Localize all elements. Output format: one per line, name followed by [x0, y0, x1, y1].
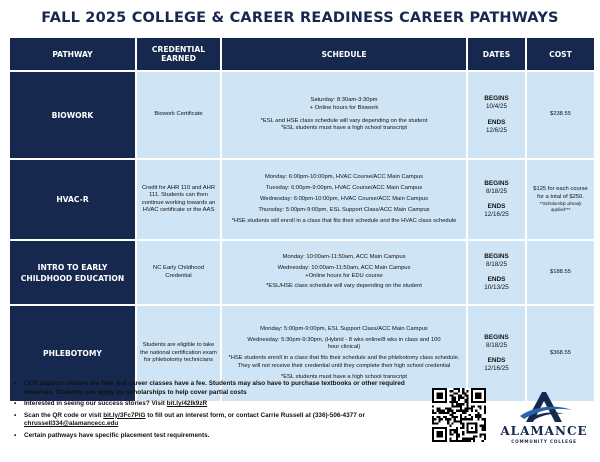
- table-row-biowork: [10, 72, 594, 158]
- schedule-cell: [222, 241, 466, 304]
- pathway-name: HVAC-R: [10, 160, 135, 239]
- schedule-line: *ESL and HSE class schedule will vary depending on the student: [260, 118, 428, 124]
- list-item: [14, 400, 422, 409]
- begins-label: BEGINS: [484, 252, 509, 260]
- begins-label: BEGINS: [484, 95, 509, 103]
- logo-subtitle: COMMUNITY COLLEGE: [511, 439, 577, 444]
- logo-swoosh: [520, 407, 572, 419]
- credential-cell: Students are eligible to take the national certification exam for phlebotomy technicians: [137, 306, 220, 401]
- ends-date: 12/16/25: [484, 365, 509, 373]
- schedule-line: Wednesday: 6:00pm-10:00pm, HVAC Course/ACC Main Campus: [260, 195, 428, 202]
- dates-cell: [468, 160, 525, 239]
- pathways-table: [8, 36, 596, 403]
- header-cost: COST: [527, 38, 594, 70]
- page-title: FALL 2025 COLLEGE & CAREER READINESS CAREER PATHWAYS: [41, 10, 559, 26]
- schedule-cell: [222, 72, 466, 158]
- schedule-line: + Online hours for Biowork: [309, 104, 379, 111]
- schedule-line: Monday: 10:00am-11:50am, ACC Main Campus: [282, 254, 406, 261]
- qr-code-icon[interactable]: [432, 388, 486, 442]
- dates-cell: [468, 241, 525, 304]
- credential-cell: Biowork Certificate: [137, 72, 220, 158]
- cost-note: **Scholarship already applied***: [539, 201, 582, 212]
- begins-label: BEGINS: [484, 333, 509, 341]
- schedule-line: Wednesday: 10:00am-11:50am, ACC Main Campus +Online hours for EDU course: [277, 265, 411, 279]
- schedule-line: Saturday: 8:30am-3:30pm: [310, 97, 378, 104]
- credential-cell: Credit for AHR 110 and AHR 111. Students can then continue working towards an HVAC certificate or the AAS: [137, 160, 220, 239]
- logo-name: ALAMANCE: [500, 424, 588, 438]
- ends-date: 10/13/25: [484, 284, 509, 292]
- header-dates: DATES: [468, 38, 525, 70]
- success-stories-link[interactable]: bit.ly/42lk9zR: [166, 400, 208, 408]
- cost-value: $238.55: [550, 111, 571, 118]
- note-text: Certain pathways have specific placement test requirements.: [24, 431, 210, 439]
- list-item: [14, 432, 422, 441]
- notes-list: [14, 380, 422, 443]
- ends-date: 12/16/25: [484, 211, 509, 219]
- begins-date: 8/18/25: [485, 341, 507, 349]
- email-link[interactable]: chrussell334@alamancecc.edu: [24, 420, 119, 428]
- bullet-icon: •: [14, 400, 17, 408]
- header-pathway: PATHWAY: [10, 38, 135, 70]
- ends-label: ENDS: [487, 118, 506, 126]
- schedule-line: *HSE students will enroll in a class that fits their schedule and the HVAC class schedule: [231, 217, 457, 224]
- schedule-line: Monday: 5:00pm-9:00pm, ESL Support Class/ACC Main Campus: [260, 326, 428, 333]
- bullet-icon: •: [14, 411, 17, 419]
- list-item: [14, 412, 422, 429]
- schedule-cell: [222, 160, 466, 239]
- begins-date: 10/4/25: [485, 103, 507, 111]
- credential-cell: NC Early Childhood Credential: [137, 241, 220, 304]
- dates-cell: [468, 72, 525, 158]
- cost-value: $188.55: [550, 268, 571, 275]
- header-row: [10, 38, 594, 70]
- ends-date: 12/6/25: [485, 126, 507, 134]
- table-row-hvac: [10, 160, 594, 239]
- begins-label: BEGINS: [484, 179, 509, 187]
- note-text: to fill out an interest form, or contact Carrie Russell at (336)-506-4377 or: [145, 411, 365, 419]
- pathway-name: PHLEBOTOMY: [10, 306, 135, 401]
- bullet-icon: •: [14, 380, 17, 387]
- schedule-line: Thursday: 5:00pm-9:00pm, ESL Support Class/ACC Main Campus: [258, 206, 430, 213]
- schedule-line: *HSE students enroll in a class that fits their schedule and the phlebotomy class schedule. They will not receive their credential until they complete their high school credential: [228, 355, 460, 369]
- header-credential: CREDENTIAL EARNED: [137, 38, 220, 70]
- list-item: [14, 380, 422, 397]
- alamance-logo: [494, 386, 594, 446]
- cost-value: $368.55: [550, 349, 571, 356]
- interest-form-link[interactable]: bit.ly/3Fc7PiG: [103, 411, 146, 419]
- cost-cell: [527, 160, 594, 239]
- schedule-line: Wednesday: 5:30pm-9:30pm, (Hybrid - 8 wks online/8 wks in class and 100 hour clinical): [247, 336, 441, 351]
- note-text: Scan the QR code or visit: [24, 411, 104, 419]
- cost-cell: [527, 72, 594, 158]
- begins-date: 8/18/25: [485, 260, 507, 268]
- note-text: CCR support classes are free, but career classes have a fee. Students may also have to purchase textbooks or other required materials. Students can apply for scholarships to help cover partial costs: [24, 380, 405, 396]
- pathway-name: BIOWORK: [10, 72, 135, 158]
- schedule-line: *ESL students must have a high school transcript: [280, 125, 408, 132]
- note-text: Interested in seeing our success stories? Visit: [24, 400, 167, 408]
- ends-label: ENDS: [487, 203, 506, 210]
- schedule-line: Tuesday: 6:00pm-9:00pm, HVAC Course/ACC Main Campus: [265, 184, 423, 191]
- ends-label: ENDS: [487, 357, 506, 364]
- ends-label: ENDS: [487, 276, 506, 283]
- schedule-line: *ESL students must have a high school transcript: [280, 373, 408, 380]
- pathway-name: INTRO TO EARLY CHILDHOOD EDUCATION: [10, 241, 135, 304]
- schedule-line: *ESL/HSE class schedule will vary depending on the student: [266, 283, 422, 290]
- bullet-icon: •: [14, 431, 17, 439]
- schedule-line: Monday: 6:00pm-10:00pm, HVAC Course/ACC Main Campus: [264, 173, 424, 180]
- cost-value: $125 for each course for a total of $250.: [533, 186, 588, 200]
- header-schedule: SCHEDULE: [222, 38, 466, 70]
- cost-cell: [527, 241, 594, 304]
- begins-date: 8/18/25: [485, 187, 507, 195]
- table-row-early-childhood: [10, 241, 594, 304]
